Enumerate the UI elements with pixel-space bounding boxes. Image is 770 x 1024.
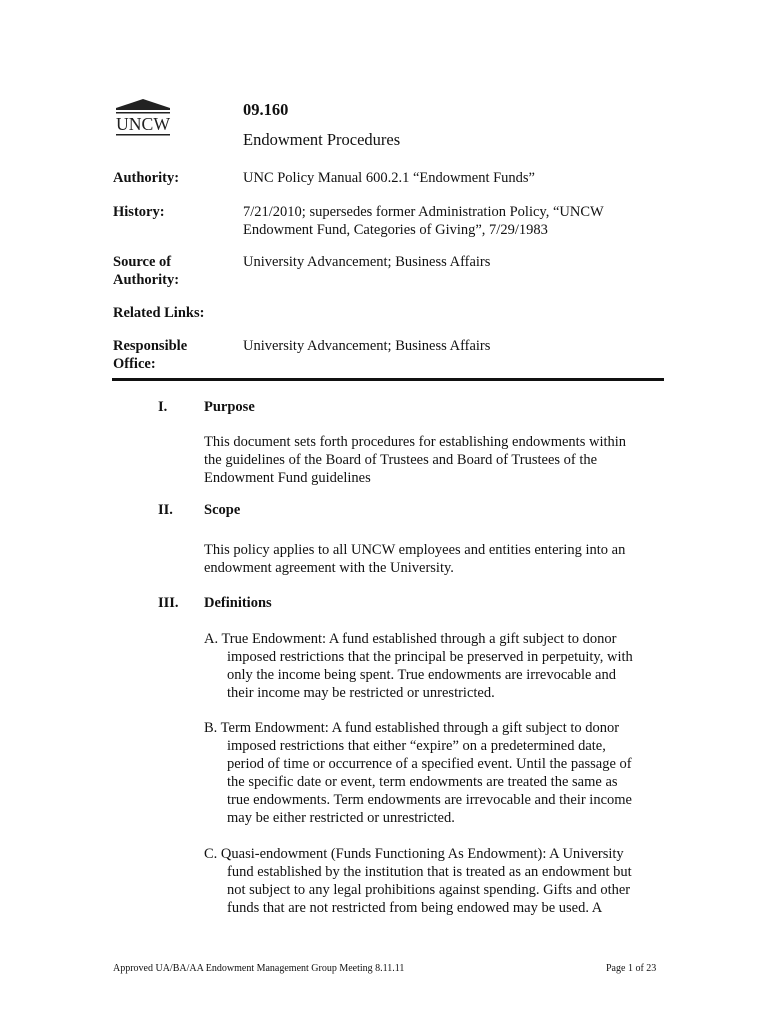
definition-line: funds that are not restricted from being endowed may be used. A <box>227 900 603 916</box>
section-heading-scope: Scope <box>204 502 241 518</box>
meta-label: Authority: <box>113 170 180 186</box>
header-divider <box>112 378 664 381</box>
definition-line: A. True Endowment: A fund established through a gift subject to donor <box>204 631 617 647</box>
footer-page-number: Page 1 of 23 <box>606 963 657 974</box>
definition-line: period of time or occurrence of a specified event. Until the passage of <box>227 756 632 772</box>
definition-quasi-endowment <box>204 845 664 917</box>
document-title: Endowment Procedures <box>243 130 401 149</box>
meta-value: University Advancement; Business Affairs <box>243 338 491 354</box>
meta-value: UNC Policy Manual 600.2.1 “Endowment Funds” <box>243 170 535 186</box>
logo-text: UNCW <box>116 114 171 134</box>
uncw-logo <box>112 98 174 144</box>
definition-line: imposed restrictions that the principal be preserved in perpetuity, with <box>227 649 633 665</box>
definition-line: fund established by the institution that is treated as an endowment but <box>227 864 632 880</box>
definition-line: true endowments. Term endowments are irrevocable and their income <box>227 792 632 808</box>
meta-label: Related Links: <box>113 305 205 321</box>
definition-line: C. Quasi-endowment (Funds Functioning As Endowment): A University <box>204 846 624 862</box>
meta-label: History: <box>113 204 165 220</box>
section-number: I. <box>158 399 168 415</box>
definition-line: B. Term Endowment: A fund established through a gift subject to donor <box>204 720 620 736</box>
section-heading-definitions: Definitions <box>204 595 272 611</box>
meta-value: University Advancement; Business Affairs <box>243 254 491 270</box>
definition-line: may be either restricted or unrestricted. <box>227 810 455 826</box>
section-text-scope: This policy applies to all UNCW employees and entities entering into an endowment agreement with the University. <box>204 542 626 576</box>
definition-line: imposed restrictions that either “expire” on a predetermined date, <box>227 738 606 754</box>
document-number: 09.160 <box>243 100 289 119</box>
definition-line: the specific date or event, term endowments are treated the same as <box>227 774 618 790</box>
section-text-purpose: This document sets forth procedures for establishing endowments within the guidelines of the Board of Trustees and Board of Trustees of the Endowment Fund guidelines <box>204 434 627 486</box>
meta-label: Source of Authority: <box>113 254 180 288</box>
definition-term-endowment <box>204 719 664 827</box>
footer-approval-note: Approved UA/BA/AA Endowment Management Group Meeting 8.11.11 <box>113 963 405 974</box>
section-heading-purpose: Purpose <box>204 399 255 415</box>
definition-line: their income may be restricted or unrestricted. <box>227 685 495 701</box>
definition-line: only the income being spent. True endowments are irrevocable and <box>227 667 616 683</box>
definition-true-endowment <box>204 630 664 702</box>
section-number: II. <box>158 502 173 518</box>
definition-line: not subject to any legal prohibitions against spending. Gifts and other <box>227 882 631 898</box>
meta-label: Responsible Office: <box>113 338 188 372</box>
section-number: III. <box>158 595 179 611</box>
meta-value: 7/21/2010; supersedes former Administration Policy, “UNCW Endowment Fund, Categories of Giving”, 7/29/1983 <box>243 204 604 238</box>
